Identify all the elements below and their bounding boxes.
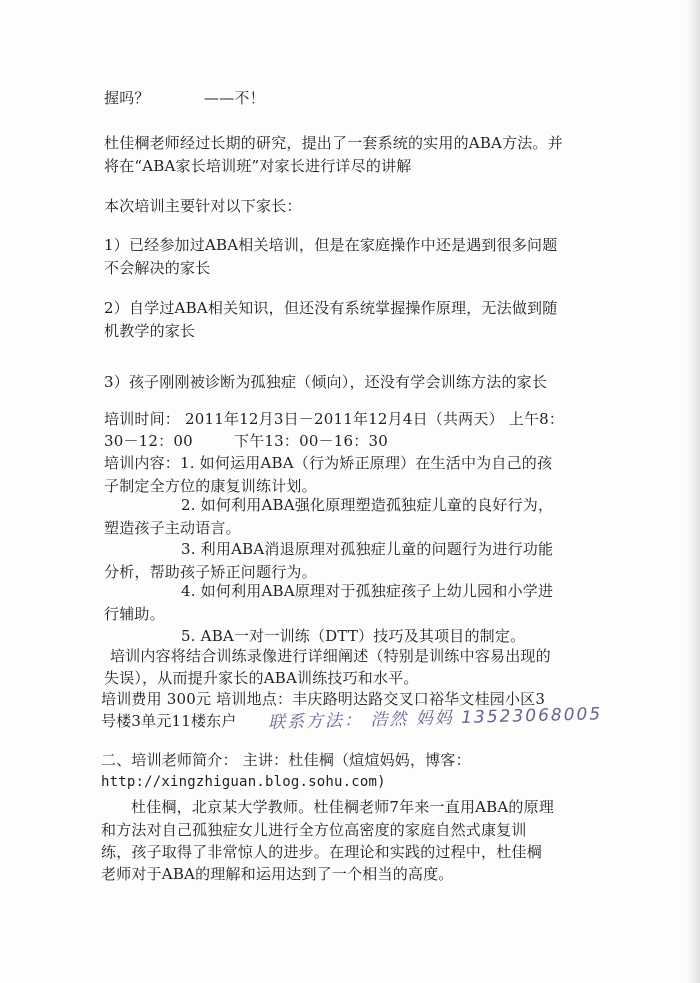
content-item-3-line-1: 3. 利用ABA消退原理对孤独症儿童的问题行为进行功能 [181, 540, 554, 558]
teacher-bio-line-3: 练，孩子取得了非常惊人的进步。在理论和实践的过程中，杜佳棡 [101, 843, 542, 861]
schedule-line-1: 培训时间： 2011年12月3日－2011年12月4日（共两天） 上午8： [104, 410, 565, 428]
content-item-2-line-2: 塑造孩子主动语言。 [104, 519, 241, 537]
header-answer: ——不！ [204, 89, 265, 107]
teacher-bio-line-1: 杜佳棡，北京某大学教师。杜佳棡老师7年来一直用ABA的原理 [131, 798, 555, 816]
scan-edge-shadow [686, 0, 700, 983]
target-item-1-line-1: 1）已经参加过ABA相关培训，但是在家庭操作中还是遇到很多问题 [104, 236, 558, 254]
handwritten-contact: 联系方法： 浩然 妈妈 13523068005 [267, 704, 603, 733]
content-item-4-line-1: 4. 如何利用ABA原理对于孤独症孩子上幼儿园和小学进 [181, 582, 554, 600]
teacher-bio-line-4: 老师对于ABA的理解和运用达到了一个相当的高度。 [101, 865, 454, 883]
intro-line-1: 杜佳棡老师经过长期的研究，提出了一套系统的实用的ABA方法。并 [104, 134, 563, 152]
content-item-1-line-1: 培训内容：1. 如何运用ABA（行为矫正原理）在生活中为自己的孩 [104, 454, 553, 472]
target-item-1-line-2: 不会解决的家长 [104, 259, 211, 277]
schedule-line-2-afternoon: 下午13：00－16：30 [234, 432, 388, 450]
teacher-bio-line-2: 和方法对自己孤独症女儿进行全方位高密度的家庭自然式康复训 [101, 821, 527, 839]
header-question: 握吗？ [104, 89, 150, 107]
content-item-4-line-2: 行辅助。 [104, 605, 165, 623]
target-item-3: 3）孩子刚刚被诊断为孤独症（倾向），还没有学会训练方法的家长 [104, 373, 548, 391]
target-item-2-line-2: 机教学的家长 [104, 322, 196, 340]
target-item-2-line-1: 2）自学过ABA相关知识，但还没有系统掌握操作原理，无法做到随 [104, 299, 558, 317]
intro-line-2: 将在“ABA家长培训班”对家长进行详尽的讲解 [104, 157, 412, 175]
teacher-blog-url: http://xingzhiguan.blog.sohu.com) [101, 774, 386, 790]
content-note-line-1: 培训内容将结合训练录像进行详细阐述（特别是训练中容易出现的 [110, 647, 551, 665]
fee-line-1: 培训费用 300元 培训地点：丰庆路明达路交叉口裕华文桂园小区3 [101, 690, 546, 708]
content-item-1-line-2: 子制定全方位的康复训练计划。 [104, 477, 317, 495]
fee-line-2: 号楼3单元11楼东户 [101, 712, 237, 730]
content-item-2-line-1: 2. 如何利用ABA强化原理塑造孤独症儿童的良好行为， [181, 496, 554, 514]
schedule-line-2-morning: 30－12：00 [104, 432, 193, 450]
target-title: 本次培训主要针对以下家长： [104, 197, 302, 215]
content-note-line-2: 失误），从而提升家长的ABA训练技巧和水平。 [104, 669, 419, 687]
content-item-5: 5. ABA一对一训练（DTT）技巧及其项目的制定。 [181, 627, 526, 645]
content-item-3-line-2: 分析，帮助孩子矫正问题行为。 [104, 563, 317, 581]
teacher-heading-line-1: 二、培训老师简介： 主讲：杜佳棡（煊煊妈妈，博客： [101, 751, 471, 769]
